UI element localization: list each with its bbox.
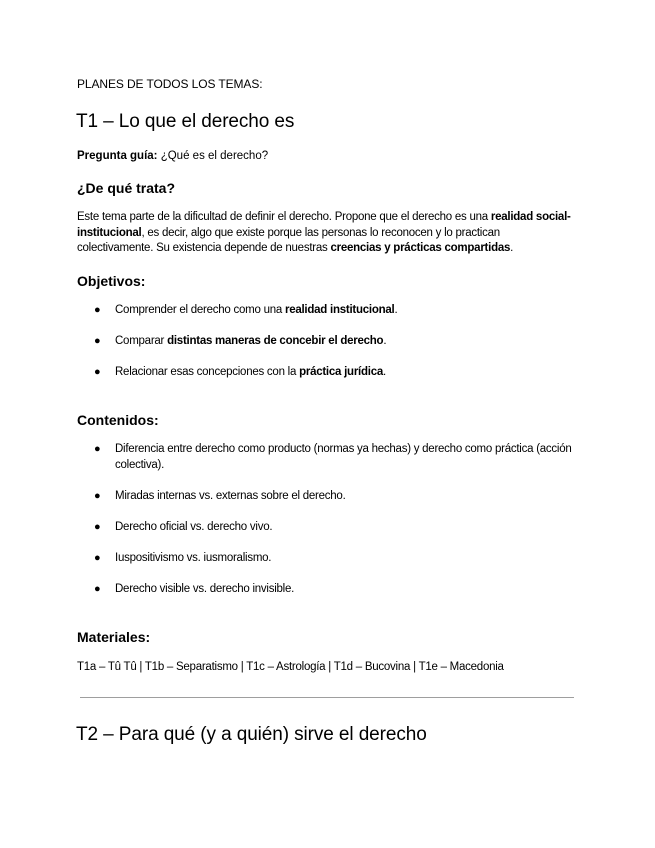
text-run: .	[510, 242, 514, 254]
contents-list	[94, 442, 579, 597]
emphasis-text: práctica jurídica	[299, 366, 384, 378]
emphasis-text: realidad social-institucional	[77, 211, 571, 239]
text-run: Derecho oficial vs. derecho vivo.	[115, 520, 273, 533]
list-item	[94, 442, 579, 473]
text-run: Comparar	[115, 335, 168, 347]
text-run: , es decir, algo que existe porque las personas lo reconocen y lo practican colectivamente. Su existencia depende de nuestras	[77, 226, 500, 254]
text-run: Relacionar esas concepciones con la	[115, 366, 300, 378]
text-run: .	[383, 366, 386, 378]
list-item	[94, 551, 579, 567]
bullet-icon: ●	[94, 335, 101, 347]
bullet-icon: ●	[94, 520, 101, 533]
guiding-question-label: Pregunta guía:	[77, 150, 158, 162]
about-paragraph	[77, 210, 577, 257]
bullet-icon: ●	[94, 489, 101, 502]
about-heading: ¿De qué trata?	[77, 180, 176, 196]
text-run: Diferencia entre derecho como producto (normas ya hechas) y derecho como práctica (acción colectiva).	[115, 443, 572, 471]
text-run: Miradas internas vs. externas sobre el derecho.	[115, 489, 346, 502]
bullet-icon: ●	[94, 551, 101, 564]
objectives-heading: Objetivos:	[77, 273, 146, 289]
text-run: Iuspositivismo vs. iusmoralismo.	[115, 551, 272, 564]
text-run: Derecho visible vs. derecho invisible.	[115, 582, 295, 595]
list-item	[94, 582, 579, 598]
list-item	[94, 489, 579, 505]
bullet-icon: ●	[94, 582, 101, 595]
bullet-icon: ●	[94, 304, 101, 316]
list-item	[94, 520, 579, 536]
materials-text: T1a – Tû Tû | T1b – Separatismo | T1c – Astrología | T1d – Bucovina | T1e – Macedonia	[77, 661, 504, 673]
objectives-list	[94, 303, 579, 381]
materials-heading: Materiales:	[77, 629, 151, 645]
list-item	[94, 334, 579, 350]
section-divider	[80, 697, 574, 698]
text-run: Este tema parte de la dificultad de definir el derecho. Propone que el derecho es una	[77, 211, 491, 223]
contents-heading: Contenidos:	[77, 412, 159, 428]
list-item	[94, 303, 579, 319]
emphasis-text: distintas maneras de concebir el derecho	[167, 335, 384, 347]
t2-title: T2 – Para qué (y a quién) sirve el derecho	[76, 724, 427, 745]
t1-title: T1 – Lo que el derecho es	[76, 111, 295, 132]
guiding-question-text: ¿Qué es el derecho?	[157, 150, 269, 162]
emphasis-text: creencias y prácticas compartidas	[330, 242, 511, 254]
guiding-question	[77, 150, 268, 162]
text-run: .	[383, 335, 387, 347]
list-item	[94, 365, 579, 381]
bullet-icon: ●	[94, 366, 101, 378]
document-header: PLANES DE TODOS LOS TEMAS:	[77, 77, 263, 91]
text-run: Comprender el derecho como una	[115, 304, 285, 316]
emphasis-text: realidad institucional	[284, 304, 395, 316]
bullet-icon: ●	[94, 443, 101, 455]
text-run: .	[394, 304, 398, 316]
